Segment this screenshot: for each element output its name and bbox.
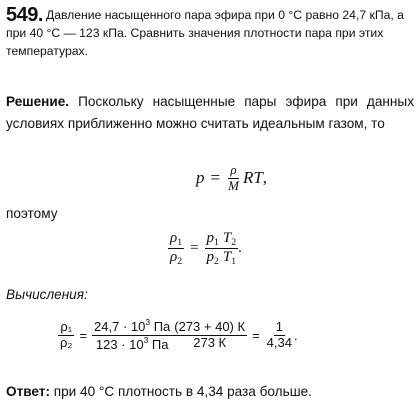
temperature-numerator bbox=[221, 230, 238, 249]
p1-exponent: 3 bbox=[145, 317, 151, 327]
p2-unit: Па bbox=[148, 336, 169, 352]
ratio-numerator bbox=[168, 230, 184, 249]
formula-equals: = bbox=[190, 240, 199, 257]
t2-value: (273 + 40) К bbox=[174, 319, 246, 334]
ideal-gas-formula bbox=[196, 163, 267, 194]
pressure-values-numerator bbox=[92, 318, 172, 336]
lhs-numerator: ρ₁ bbox=[60, 319, 73, 334]
t-symbol: T bbox=[222, 230, 232, 246]
result-denominator: 4,34 bbox=[266, 334, 292, 350]
answer-line bbox=[6, 384, 312, 399]
formula-punct: . bbox=[293, 327, 298, 343]
result-numerator: 1 bbox=[275, 319, 283, 334]
formula-rt: RT bbox=[242, 168, 263, 188]
pressure-values-denominator bbox=[94, 336, 171, 353]
temperature-values-fraction bbox=[172, 320, 247, 351]
p-symbol: p bbox=[206, 230, 215, 246]
rho-symbol: ρ bbox=[170, 249, 178, 266]
formula-equals-2: = bbox=[252, 327, 260, 343]
p1-mantissa: 24,7 · 10 bbox=[94, 319, 146, 334]
index-2: 2 bbox=[177, 256, 183, 268]
formula-equals: = bbox=[210, 168, 221, 188]
solution-text: Поскольку насыщенные пары эфира при данных условиях приближенно можно считать идеальным газом, то bbox=[6, 94, 414, 131]
temperature-denominator bbox=[221, 249, 238, 267]
index-1: 1 bbox=[177, 237, 183, 248]
answer-label: Ответ: bbox=[6, 384, 50, 399]
pressure-numerator bbox=[205, 230, 221, 249]
problem-text: Давление насыщенного пара эфира при 0 °С равно 24,7 кПа, а при 40 °С — 123 кПа. Сравнить значения плотности пара при этих температурах. bbox=[6, 8, 404, 58]
t1-value: 273 К bbox=[193, 334, 227, 350]
pressure-values-fraction bbox=[92, 318, 172, 353]
density-ratio-formula bbox=[168, 230, 242, 267]
problem-number: 549. bbox=[6, 4, 43, 26]
fraction-numerator: ρ bbox=[230, 162, 237, 177]
index-1: 1 bbox=[214, 237, 219, 248]
solution-label: Решение. bbox=[6, 94, 70, 109]
temperature-ratio-fraction bbox=[221, 230, 238, 267]
index-2: 2 bbox=[214, 256, 219, 268]
answer-text: при 40 °С плотность в 4,34 раза больше. bbox=[49, 384, 312, 399]
p-symbol: p bbox=[206, 249, 215, 266]
calculation-formula bbox=[58, 318, 298, 353]
pressure-denominator bbox=[205, 249, 221, 267]
p1-unit: Па bbox=[150, 319, 171, 334]
p2-mantissa: 123 · 10 bbox=[95, 336, 144, 352]
solution-paragraph bbox=[6, 91, 414, 135]
index-2: 2 bbox=[231, 237, 237, 248]
pressure-ratio-fraction bbox=[205, 230, 221, 267]
lhs-denominator: ρ₂ bbox=[60, 334, 73, 350]
density-ratio-fraction bbox=[168, 230, 184, 267]
formula-pressure: p bbox=[196, 168, 205, 188]
t-symbol: T bbox=[222, 249, 232, 266]
fraction-denominator: M bbox=[228, 177, 239, 193]
ratio-denominator bbox=[168, 249, 184, 267]
rho-symbol: ρ bbox=[170, 230, 178, 246]
calculations-label: Вычисления: bbox=[6, 287, 88, 302]
index-1: 1 bbox=[231, 256, 237, 268]
formula-punct: . bbox=[238, 240, 242, 257]
poetomu-text: поэтому bbox=[6, 206, 58, 221]
p2-exponent: 3 bbox=[143, 334, 149, 345]
formula-equals: = bbox=[79, 327, 88, 343]
formula-fraction-rho-m bbox=[226, 163, 241, 194]
lhs-fraction bbox=[58, 320, 74, 351]
result-fraction bbox=[265, 320, 294, 351]
formula-punct: , bbox=[262, 168, 268, 188]
problem-statement bbox=[6, 6, 414, 60]
